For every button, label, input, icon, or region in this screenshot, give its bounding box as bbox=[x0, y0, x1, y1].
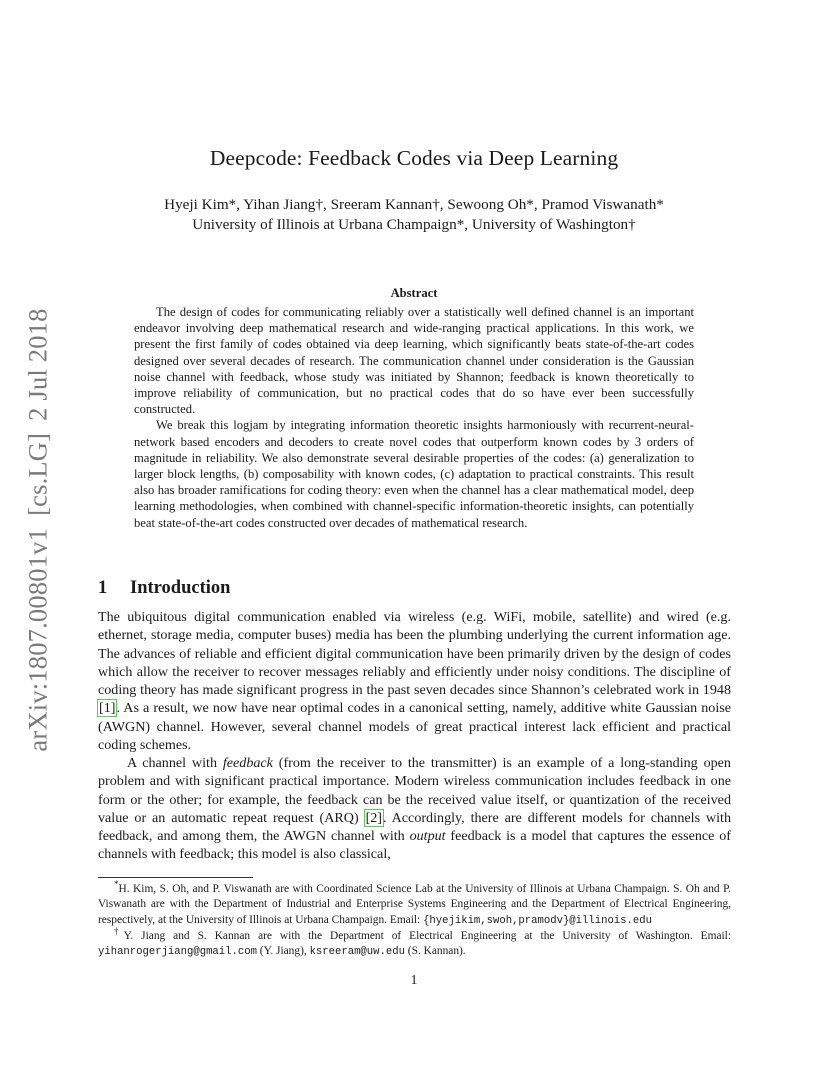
footnote-text: H. Kim, S. Oh, and P. Viswanath are with Coordinated Science Lab at the University of Illinois at Urbana Champaign. S. Oh and P. Viswanath are with the Department of Industrial and Enterprise Systems Engineering and the Department of Electrical Engineering, respectively, at the University of Illinois at Urbana Champaign. Email: bbox=[98, 883, 731, 926]
abstract-heading: Abstract bbox=[390, 286, 438, 300]
arxiv-identifier-stamp bbox=[23, 308, 54, 751]
body-paragraph bbox=[98, 608, 731, 754]
footnotes bbox=[98, 879, 732, 960]
abstract-paragraph: We break this logjam by integrating information theoretic insights harmoniously with recurrent-neural-network based encoders and decoders to create novel codes that outperform known codes by 3 orders of magnitude in reliability. We also demonstrate several desirable properties of the codes: (a) generalization to larger block lengths, (b) composability with known codes, (c) adaptation to practical constraints. This result also has broader ramifications for coding theory: even when the channel has a clear mathematical model, deep learning methodologies, when combined with channel-specific information-theoretic insights, can potentially beat state-of-the-art codes constructed over decades of mathematical research. bbox=[134, 418, 694, 530]
arxiv-category: [cs.LG] bbox=[22, 432, 53, 516]
body-text: . As a result, we now have near optimal codes in a canonical setting, namely, additive white Gaussian noise (AWGN) channel. However, several channel models of great practical interest lack efficient and practical coding schemes. bbox=[98, 700, 731, 753]
body-text: . Accordingly, there are different models for channels with feedback, and among them, the AWGN channel with bbox=[98, 809, 731, 844]
section-number: 1 bbox=[98, 578, 108, 598]
footnote-email: {hyejikim,swoh,pramodv}@illinois.edu bbox=[423, 914, 652, 927]
body-text: A channel with bbox=[127, 755, 223, 771]
footnote-email: yihanrogerjiang@gmail.com bbox=[98, 946, 257, 959]
footnote-text: (Y. Jiang), bbox=[256, 945, 310, 958]
footnote-mark: † bbox=[114, 926, 124, 937]
footnote-text: Y. Jiang and S. Kannan are with the Department of Electrical Engineering at the University of Washington. Email: bbox=[123, 929, 732, 942]
citation-link[interactable]: [1] bbox=[99, 700, 116, 717]
abstract-paragraph: The design of codes for communicating reliably over a statistically well defined channel is an important endeavor involving deep mathematical research and wide-ranging practical applications. In this work, we present the first family of codes obtained via deep learning, which significantly beats state-of-the-art codes designed over several decades of research. The communication channel under consideration is the Gaussian noise channel with feedback, whose study was initiated by Shannon; feedback is known theoretically to improve reliability of communication, but no practical codes that do so have ever been successfully constructed. bbox=[134, 305, 694, 417]
page-number: 1 bbox=[410, 972, 418, 987]
abstract-body bbox=[134, 304, 694, 531]
section-title: Introduction bbox=[130, 578, 231, 598]
footnote bbox=[98, 879, 731, 929]
section-heading bbox=[98, 578, 230, 599]
authors-line: Hyeji Kim*, Yihan Jiang†, Sreeram Kannan†, Sewoong Oh*, Pramod Viswanath* bbox=[164, 196, 664, 213]
footnote bbox=[98, 926, 732, 961]
footnote-mark: * bbox=[114, 879, 119, 890]
emphasis-text: output bbox=[409, 828, 446, 844]
body-text: (from the receiver to the transmitter) is an example of a long-standing open problem and with significant practical importance. Modern wireless communication includes feedback in one form or the other; for example, the feedback can be the received value itself, or quantization of the received value or an automatic repeat request (ARQ) bbox=[98, 755, 731, 826]
paper-title: Deepcode: Feedback Codes via Deep Learning bbox=[209, 146, 619, 170]
footnote-rule bbox=[98, 877, 253, 878]
emphasis-text: feedback bbox=[222, 755, 273, 771]
affiliations-line: University of Illinois at Urbana Champaign*, University of Washington† bbox=[192, 216, 636, 233]
body-text: The ubiquitous digital communication enabled via wireless (e.g. WiFi, mobile, satellite) and wired (e.g. ethernet, storage media, computer buses) media has been the plumbing underlying the current information age. The advances of reliable and efficient digital communication have been primarily driven by the design of codes which allow the receiver to recover messages reliably and efficiently under noisy conditions. The discipline of coding theory has made significant progress in the past seven decades since Shannon’s celebrated work in 1948 bbox=[98, 609, 731, 698]
introduction-body bbox=[98, 608, 731, 864]
footnote-text: (S. Kannan). bbox=[404, 945, 466, 958]
body-paragraph bbox=[98, 754, 731, 864]
arxiv-date: 2 Jul 2018 bbox=[22, 308, 53, 421]
author-block bbox=[0, 195, 828, 235]
body-text: feedback is a model that captures the essence of channels with feedback; this model is also classical, bbox=[98, 828, 731, 863]
footnote-email: ksreeram@uw.edu bbox=[309, 946, 405, 959]
arxiv-id: arXiv:1807.00801v1 bbox=[22, 527, 53, 752]
citation-link[interactable]: [2] bbox=[365, 809, 382, 826]
